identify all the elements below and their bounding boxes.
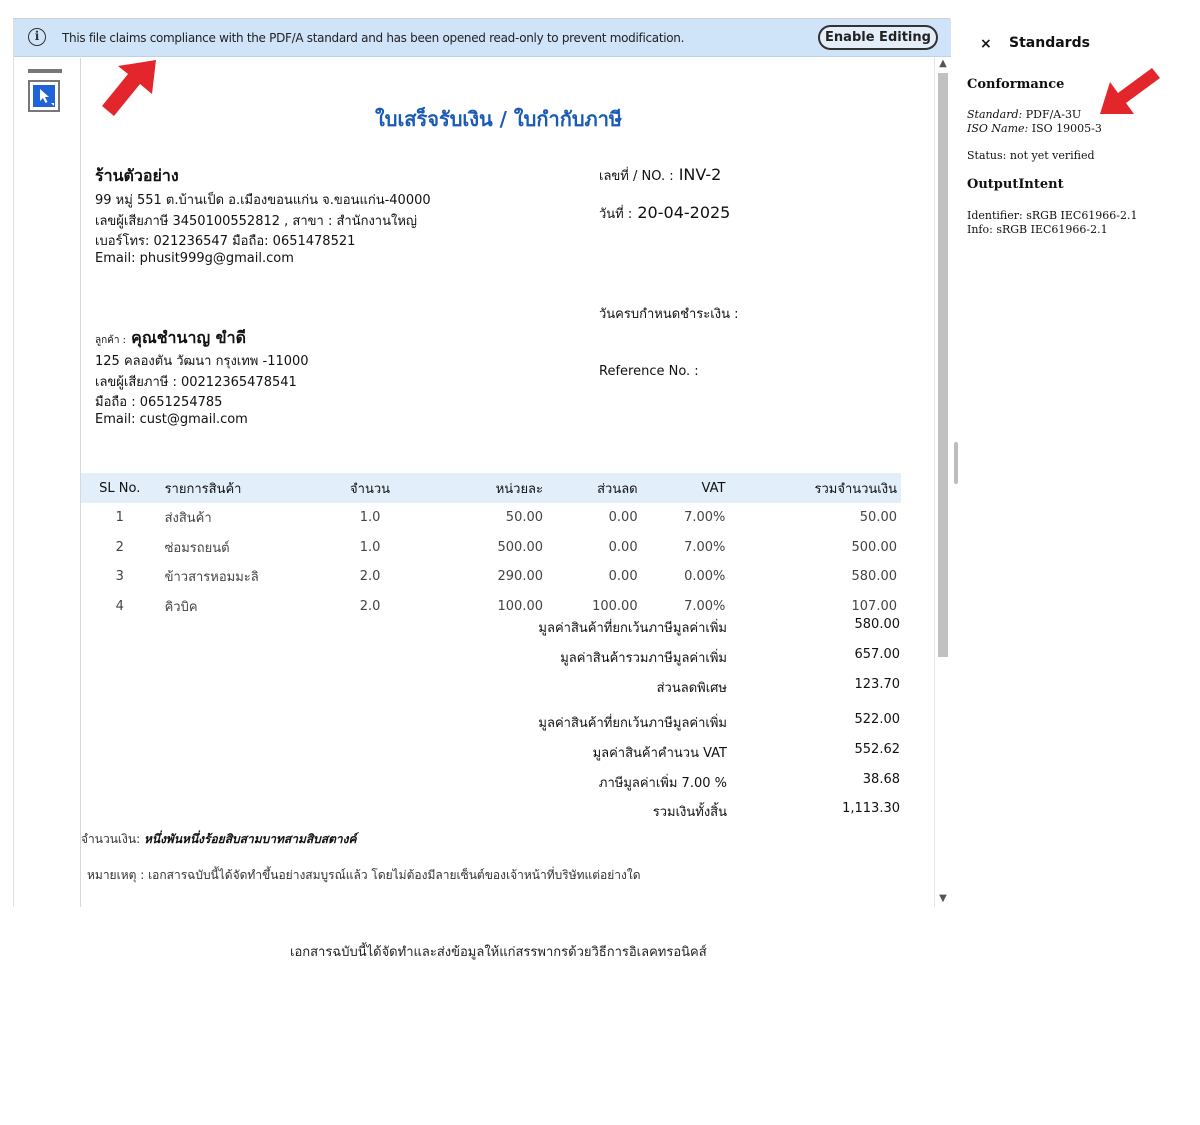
table-row (81, 503, 901, 533)
output-intent-heading: OutputIntent (967, 177, 1064, 192)
seller-name: ร้านตัวอย่าง (95, 166, 179, 185)
footer-note: เอกสารฉบับนี้ได้จัดทำและส่งข้อมูลให้แก่สรรพากรด้วยวิธีการอิเลคทรอนิคส์ (290, 945, 707, 960)
customer-tax-id: เลขผู้เสียภาษี : 00212365478541 (95, 375, 297, 390)
customer-prefix: ลูกค้า : (95, 335, 127, 346)
panel-splitter[interactable] (954, 442, 958, 484)
banner-message: This file claims compliance with the PDF/A standard and has been opened read-only to prevent modification. (62, 31, 685, 45)
seller-tax-id: เลขผู้เสียภาษี 3450100552812 , สาขา : สำนักงานใหญ่ (95, 214, 417, 229)
summary-vat-base-label: มูลค่าสินค้าคำนวน VAT (592, 746, 727, 761)
seller-address: 99 หมู่ 551 ต.บ้านเป็ด อ.เมืองขอนแก่น จ.ขอนแก่น-40000 (95, 193, 431, 208)
amount-words-label: จำนวนเงิน: (81, 832, 141, 846)
cell-total: 107.00 (851, 599, 897, 615)
summary-incl-vat-value: 657.00 (854, 647, 900, 662)
cell-total: 50.00 (859, 510, 897, 526)
summary-exempt-label: มูลค่าสินค้าที่ยกเว้นภาษีมูลค่าเพิ่ม (538, 621, 727, 636)
invoice-number-label: เลขที่ / NO. : (599, 169, 674, 184)
cell-sl: 3 (115, 569, 124, 585)
panel-title: Standards (1009, 35, 1090, 51)
cell-discount: 0.00 (608, 539, 638, 555)
summary-special-discount-value: 123.70 (854, 677, 900, 692)
customer-address: 125 คลองตัน วัฒนา กรุงเทพ -11000 (95, 354, 309, 369)
invoice-number (599, 165, 721, 186)
iso-value: ISO 19005-3 (1031, 122, 1102, 135)
cell-qty: 1.0 (359, 510, 381, 526)
cell-unit-price: 290.00 (497, 569, 544, 585)
seller-phone: เบอร์โทร: 021236547 มือถือ: 0651478521 (95, 234, 356, 249)
iso-label: ISO Name: (967, 122, 1029, 135)
table-header-row (81, 473, 901, 503)
reference-label: Reference No. : (599, 364, 699, 379)
rail-grip (28, 69, 62, 73)
cell-sl: 4 (115, 599, 124, 615)
invoice-date (599, 203, 730, 224)
table-row (81, 533, 901, 563)
summary-incl-vat-label: มูลค่าสินค้ารวมภาษีมูลค่าเพิ่ม (560, 651, 727, 666)
cell-vat: 0.00% (684, 569, 726, 585)
standards-panel (962, 18, 1200, 918)
col-item: รายการสินค้า (162, 473, 324, 503)
cell-item: คิวบิค (164, 600, 198, 616)
col-unit-price: หน่วยละ (416, 473, 546, 503)
amount-words-value: หนึ่งพันหนึ่งร้อยสิบสามบาทสามสิบสตางค์ (143, 832, 357, 846)
info-icon: i (28, 28, 46, 46)
amount-in-words (81, 830, 357, 849)
due-date-label: วันครบกำหนดชำระเงิน : (599, 307, 739, 322)
cell-discount: 100.00 (592, 599, 638, 615)
cell-unit-price: 50.00 (505, 510, 544, 526)
customer-name: คุณชำนาญ ขำดี (131, 328, 246, 347)
cell-discount: 0.00 (608, 569, 638, 585)
summary-vat-label: ภาษีมูลค่าเพิ่ม 7.00 % (598, 776, 727, 791)
summary-special-discount-label: ส่วนลดพิเศษ (656, 681, 727, 696)
cell-item: ซ่อมรถยนต์ (164, 540, 230, 556)
conformance-heading: Conformance (967, 77, 1065, 92)
scroll-thumb[interactable] (938, 73, 948, 657)
customer-mobile: มือถือ : 0651254785 (95, 395, 223, 410)
summary-grand-total-label: รวมเงินทั้งสิ้น (652, 805, 727, 820)
cell-vat: 7.00% (684, 599, 726, 615)
cell-sl: 1 (115, 510, 124, 526)
col-sl-no: SL No. (81, 473, 162, 503)
tool-rail (14, 58, 81, 907)
standard-value: PDF/A-3U (1025, 108, 1082, 121)
table-row (81, 562, 901, 592)
select-tool-button[interactable] (28, 80, 60, 112)
red-arrow-icon (100, 58, 160, 120)
cell-unit-price: 500.00 (497, 539, 544, 555)
cell-discount: 0.00 (608, 510, 638, 526)
cell-total: 580.00 (851, 569, 897, 585)
scroll-down-icon[interactable]: ▼ (939, 893, 947, 904)
cell-item: ส่งสินค้า (164, 511, 212, 527)
summary-vat-base-value: 552.62 (854, 742, 900, 757)
cell-qty: 1.0 (359, 539, 381, 555)
scroll-up-icon[interactable]: ▲ (939, 58, 947, 69)
enable-editing-button[interactable]: Enable Editing (818, 25, 938, 50)
info-line: Info: sRGB IEC61966-2.1 (967, 223, 1108, 236)
summary-exempt-2-value: 522.00 (854, 712, 900, 727)
summary-grand-total-value: 1,113.30 (842, 801, 900, 816)
summary-vat-value: 38.68 (862, 772, 900, 787)
cell-qty: 2.0 (359, 569, 381, 585)
cell-item: ข้าวสารหอมมะลิ (164, 570, 259, 586)
customer-heading (95, 326, 246, 351)
seller-email: Email: phusit999g@gmail.com (95, 251, 294, 266)
cell-total: 500.00 (851, 539, 897, 555)
standard-label: Standard: (967, 108, 1023, 121)
col-discount: ส่วนลด (546, 473, 641, 503)
cursor-icon (33, 85, 55, 107)
iso-line (967, 122, 1102, 135)
vertical-scrollbar[interactable] (934, 58, 951, 907)
cell-qty: 2.0 (359, 599, 381, 615)
close-icon[interactable]: × (980, 36, 992, 52)
document-title: ใบเสร็จรับเงิน / ใบกำกับภาษี (375, 107, 623, 131)
standard-line (967, 108, 1081, 121)
readonly-banner (14, 19, 951, 57)
items-table (81, 473, 901, 621)
identifier-line: Identifier: sRGB IEC61966-2.1 (967, 209, 1138, 222)
red-arrow-icon (1098, 66, 1162, 118)
document-note: หมายเหตุ : เอกสารฉบับนี้ได้จัดทำขึ้นอย่างสมบูรณ์แล้ว โดยไม่ต้องมีลายเซ็นต์ของเจ้าหน้าที่บริษัทแต่อย่างใด (87, 868, 641, 882)
invoice-number-value: INV-2 (678, 165, 722, 184)
pdf-viewer (13, 18, 950, 907)
cell-vat: 7.00% (684, 510, 726, 526)
summary-exempt-value: 580.00 (854, 617, 900, 632)
col-total: รวมจำนวนเงิน (728, 473, 901, 503)
customer-email: Email: cust@gmail.com (95, 412, 248, 427)
cell-vat: 7.00% (684, 539, 726, 555)
invoice-date-label: วันที่ : (599, 207, 633, 222)
summary-exempt-2-label: มูลค่าสินค้าที่ยกเว้นภาษีมูลค่าเพิ่ม (538, 716, 727, 731)
document-page (81, 58, 934, 907)
col-vat: VAT (641, 473, 729, 503)
invoice-date-value: 20-04-2025 (637, 203, 731, 222)
cell-sl: 2 (115, 539, 124, 555)
cell-unit-price: 100.00 (497, 599, 544, 615)
col-qty: จำนวน (324, 473, 416, 503)
status-line: Status: not yet verified (967, 149, 1095, 162)
